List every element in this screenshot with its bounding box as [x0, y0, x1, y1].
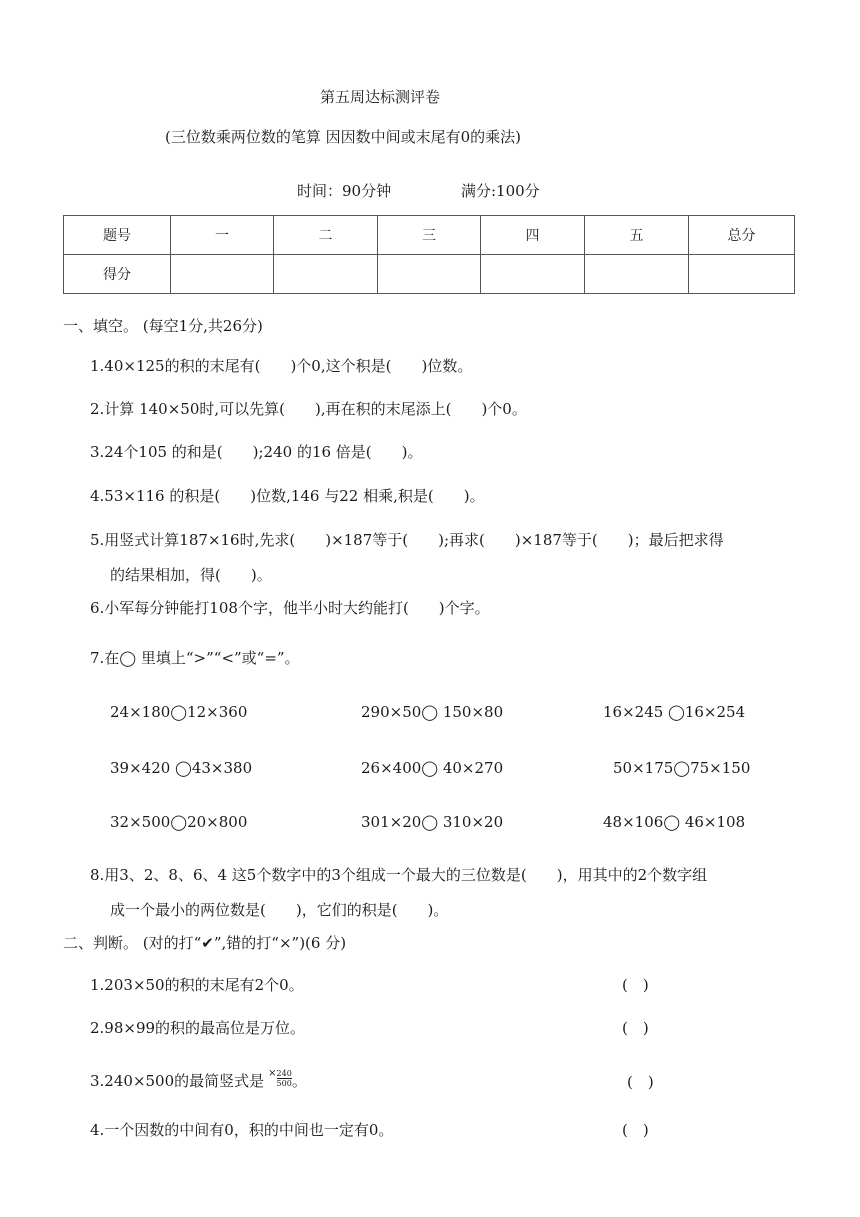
score-input-cell[interactable] [171, 255, 274, 294]
question-8-continued: 成一个最小的两位数是( )，它们的积是( )。 [110, 901, 449, 919]
question-4: 4.53×116 的积是( )位数,146 与22 相乘,积是( )。 [90, 487, 485, 505]
section-heading-fill-blank: 一、填空。 (每空1分,共26分) [63, 317, 263, 335]
score-table-header-row [64, 216, 795, 255]
section-heading-judgement: 二、判断。 (对的打“✔”,错的打“×”)(6 分) [63, 934, 347, 952]
score-input-cell[interactable] [585, 255, 689, 294]
table-cell: 二 [274, 216, 378, 255]
question-7: 7.在◯ 里填上“>”“<”或“=”。 [90, 649, 300, 667]
score-input-cell[interactable] [481, 255, 585, 294]
table-cell: 三 [378, 216, 481, 255]
table-cell: 题号 [64, 216, 171, 255]
question-5-continued: 的结果相加，得( )。 [110, 566, 272, 584]
comparison-item: 39×420 ◯43×380 [110, 759, 253, 777]
answer-blank[interactable]: ( ) [622, 1121, 649, 1139]
exam-time: 时间：90分钟 [297, 182, 392, 200]
answer-blank[interactable]: ( ) [622, 976, 649, 994]
comparison-item: 32×500◯20×800 [110, 813, 248, 831]
comparison-item: 26×400◯ 40×270 [361, 759, 504, 777]
question-6: 6.小军每分钟能打108个字，他半小时大约能打( )个字。 [90, 599, 490, 617]
comparison-item: 301×20◯ 310×20 [361, 813, 504, 831]
vertical-multiplication: × $\frac{240}{500}$ [268, 1067, 292, 1088]
answer-blank[interactable]: ( ) [622, 1019, 649, 1037]
question-8: 8.用3、2、8、6、4 这5个数字中的3个组成一个最大的三位数是( )，用其中的2个数字组 [90, 866, 708, 884]
question-1: 1.40×125的积的末尾有( )个0,这个积是( )位数。 [90, 357, 473, 375]
score-table [63, 215, 795, 294]
comparison-item: 50×175◯75×150 [613, 759, 751, 777]
judgement-3-text: 3.240×500的最简竖式是 [90, 1072, 265, 1090]
score-input-cell[interactable] [689, 255, 795, 294]
table-cell: 一 [171, 216, 274, 255]
page-title: 第五周达标测评卷 [319, 88, 440, 106]
answer-blank[interactable]: ( ) [627, 1073, 654, 1091]
comparison-item: 16×245 ◯16×254 [603, 703, 746, 721]
question-2: 2.计算 140×50时,可以先算( ),再在积的末尾添上( )个0。 [90, 400, 527, 418]
table-cell: 五 [585, 216, 689, 255]
page-subtitle: (三位数乘两位数的笔算 因因数中间或末尾有0的乘法) [165, 128, 522, 146]
full-score: 满分:100分 [461, 182, 540, 200]
comparison-item: 290×50◯ 150×80 [361, 703, 504, 721]
score-input-cell[interactable] [378, 255, 481, 294]
comparison-item: 48×106◯ 46×108 [603, 813, 746, 831]
table-cell: 总分 [689, 216, 795, 255]
judgement-1: 1.203×50的积的末尾有2个0。 [90, 976, 304, 994]
question-3: 3.24个105 的和是( );240 的16 倍是( )。 [90, 443, 423, 461]
score-input-cell[interactable] [274, 255, 378, 294]
table-cell: 得分 [64, 255, 171, 294]
question-5: 5.用竖式计算187×16时,先求( )×187等于( );再求( )×187等于( )；最后把求得 [90, 531, 724, 549]
judgement-2: 2.98×99的积的最高位是万位。 [90, 1019, 306, 1037]
judgement-3: 3.240×500的最简竖式是 × $\frac{240}{500}$ 。 [90, 1067, 307, 1090]
comparison-item: 24×180◯12×360 [110, 703, 248, 721]
score-table-score-row [64, 255, 795, 294]
table-cell: 四 [481, 216, 585, 255]
judgement-4: 4.一个因数的中间有0，积的中间也一定有0。 [90, 1121, 394, 1139]
